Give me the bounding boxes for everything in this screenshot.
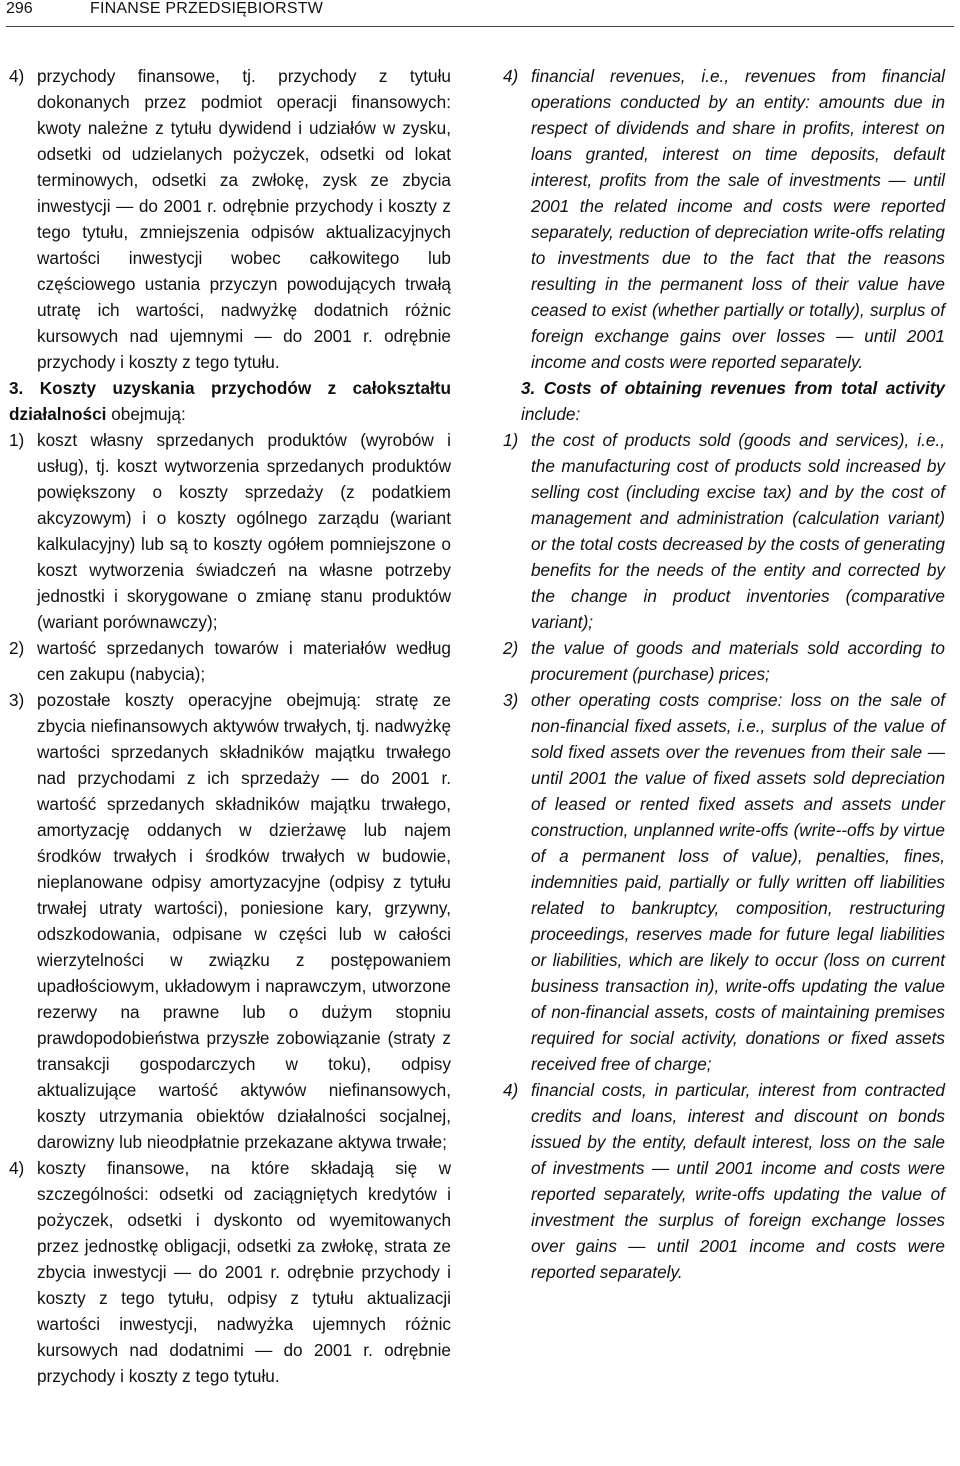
item-text: wartość sprzedanych towarów i materiałów według cen zakupu (nabycia); [37,638,451,684]
section-number: 3. [521,378,536,398]
list-item [9,1155,451,1389]
polish-column [9,63,451,1389]
section-heading [9,375,451,427]
item-text: other operating costs comprise: loss on the sale of non-financial fixed assets, i.e., surplus of the value of sold fixed assets over the revenues from their sale — until 2001 the value of fixed assets sold depreciation of leased or rented fixed assets and assets under construction, unplanned write-offs (write--offs by virtue of a permanent loss of value), penalties, fines, indemnities paid, partially or fully written off liabilities related to bankruptcy, composition, restructuring proceedings, reserves made for future legal liabilities or liabilities, which are likely to occur (loss on current business transaction in), write-offs updating the value of non-financial assets, costs of maintaining premises required for social activity, donations or fixed assets received free of charge; [531,690,945,1074]
section-number: 3. [9,378,24,398]
list-item [9,427,451,635]
item-number: 4) [503,66,519,86]
item-text: financial costs, in particular, interest from contracted credits and loans, interest and discount on bonds issued by the entity, default interest, loss on the sale of investments — until 2001 income and costs were reported separately, write-offs updating the value of investment the surplus of foreign exchange losses over gains — until 2001 income and costs were reported separately. [531,1080,945,1282]
item-text: koszty finansowe, na które składają się w szczególności: odsetki od zaciągniętych kredytów i pożyczek, odsetki i dyskonto od wyemitowanych przez jednostkę obligacji, odsetki za zwłokę, strata ze zbycia inwestycji — do 2001 r. odrębnie przychody i koszty z tego tytułu, odpisy z tytułu aktualizacji wartości inwestycji, nadwyżka ujemnych różnic kursowych nad dodatnimi — do 2001 r. odrębnie przychody i koszty z tego tytułu. [37,1158,451,1386]
item-number: 3) [503,690,519,710]
section-heading [503,375,945,427]
item-number: 1) [9,430,25,450]
item-number: 2) [503,638,519,658]
item-number: 2) [9,638,25,658]
section-title-rest: include: [521,404,581,424]
page-number: 296 [6,0,33,17]
list-item [503,687,945,1077]
item-number: 4) [503,1080,519,1100]
item-number: 4) [9,66,25,86]
item-text: the value of goods and materials sold according to procurement (purchase) prices; [531,638,945,684]
page-header [6,0,956,22]
english-column [503,63,945,1285]
item-number: 4) [9,1158,25,1178]
list-item [9,635,451,687]
running-title: FINANSE PRZEDSIĘBIORSTW [90,0,324,17]
item-text: koszt własny sprzedanych produktów (wyrobów i usług), tj. koszt wytworzenia sprzedanych produktów powiększony o koszty sprzedaży (z podatkiem akcyzowym) i o koszty ogólnego zarządu (wariant kalkulacyjny) lub są to koszty ogółem pomniejszone o koszt wytworzenia świadczeń na własne potrzeby jednostki i skorygowane o zmianę stanu produktów (wariant porównawczy); [37,430,451,632]
header-rule [6,26,954,27]
section-title: Costs of obtaining revenues from total activity [543,378,945,398]
item-number: 1) [503,430,519,450]
item-number: 3) [9,690,25,710]
list-item [503,63,945,375]
list-item [503,427,945,635]
list-item [9,687,451,1155]
section-title: Koszty uzyskania przychodów z całokształtu działalności [9,378,451,424]
list-item [503,1077,945,1285]
section-title-rest: obejmują: [111,404,186,424]
item-text: pozostałe koszty operacyjne obejmują: stratę ze zbycia niefinansowych aktywów trwałych, tj. nadwyżkę wartości sprzedanych składników majątku trwałego nad przychodami z ich sprzedaży — do 2001 r. wartość sprzedanych składników majątku trwałego, amortyzację oddanych w dzierżawę lub najem środków trwałych i środków trwałych w budowie, nieplanowane odpisy amortyzacyjne (odpisy z tytułu trwałej utraty wartości), poniesione kary, grzywny, odszkodowania, odpisane w części lub w całości wierzytelności w związku z postępowaniem upadłościowym, układowym i naprawczym, utworzone rezerwy na prawne lub o dużym stopniu prawdopodobieństwa przyszłe zobowiązanie (straty z transakcji gospodarczych w toku), odpisy aktualizujące wartość aktywów niefinansowych, koszty utrzymania obiektów działalności socjalnej, darowizny lub nieodpłatnie przekazane aktywa trwałe; [37,690,451,1152]
list-item [503,635,945,687]
list-item [9,63,451,375]
item-text: financial revenues, i.e., revenues from financial operations conducted by an entity: amounts due in respect of dividends and share in profits, interest on loans granted, interest on time deposits, default interest, profits from the sale of investments — until 2001 the related income and costs were reported separately, reduction of depreciation write-offs relating to investments due to the fact that the reasons resulting in the permanent loss of their value have ceased to exist (whether partially or totally), surplus of foreign exchange gains over losses — until 2001 income and costs were reported separately. [531,66,945,372]
item-text: przychody finansowe, tj. przychody z tytułu dokonanych przez podmiot operacji finansowych: kwoty należne z tytułu dywidend i udziałów w zysku, odsetki od udzielanych pożyczek, odsetki od lokat terminowych, odsetki za zwłokę, zysk ze zbycia inwestycji — do 2001 r. odrębnie przychody i koszty z tego tytułu, zmniejszenia odpisów aktualizacyjnych wartości inwestycji wobec całkowitego lub częściowego ustania przyczyn powodujących trwałą utratę ich wartości, nadwyżkę dodatnich różnic kursowych nad ujemnymi — do 2001 r. odrębnie przychody i koszty z tego tytułu. [37,66,451,372]
item-text: the cost of products sold (goods and services), i.e., the manufacturing cost of products sold increased by selling cost (including excise tax) and by the cost of management and administration (calculation variant) or the total costs decreased by the costs of generating benefits for the needs of the entity and corrected by the change in product inventories (comparative variant); [531,430,945,632]
